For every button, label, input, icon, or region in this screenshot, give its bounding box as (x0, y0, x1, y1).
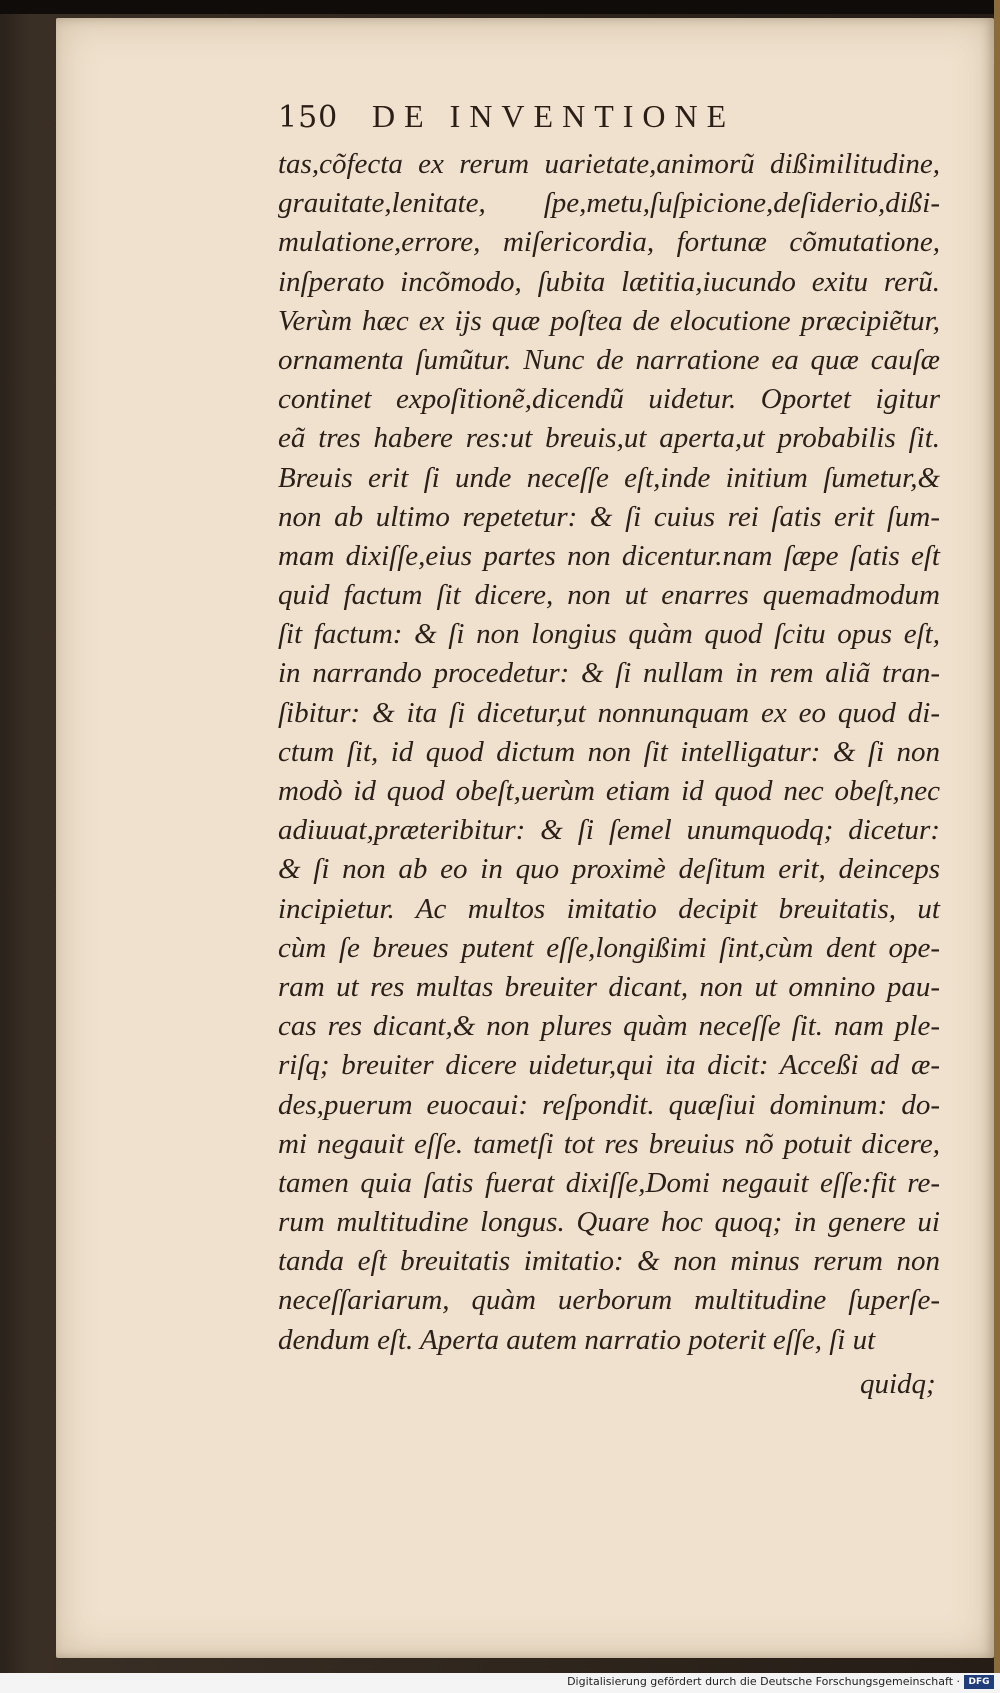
body-text (278, 145, 940, 1360)
text-line: adiuuat,præteribitur: & ſi ſemel unumquodq; dicetur: (278, 814, 940, 847)
text-line: cùm ſe breues putent eſſe,longißimi ſint,cùm dent ope- (278, 931, 940, 964)
text-line: mulatione,errore, miſericordia, fortunæ cõmutatione, (278, 226, 940, 259)
dfg-logo: DFG (964, 1675, 994, 1689)
scan-right-edge (994, 0, 1000, 1693)
text-line: inſperato incõmodo, ſubita lætitia,iucundo exitu rerũ. (278, 265, 940, 298)
text-line: incipietur. Ac multos imitatio decipit breuitatis, ut (278, 892, 940, 925)
text-line: riſq; breuiter dicere uidetur,qui ita dicit: Acceßi ad æ- (278, 1049, 940, 1082)
text-line: Breuis erit ſi unde neceſſe eſt,inde initium ſumetur,& (278, 461, 940, 494)
text-line: des,puerum euocaui: reſpondit. quæſiui dominum: do- (278, 1088, 940, 1121)
page-number: 150 (278, 100, 339, 135)
text-line: in narrando procedetur: & ſi nullam in rem aliã tran- (278, 657, 940, 690)
text-line: modò id quod obeſt,uerùm etiam id quod nec obeſt,nec (278, 775, 940, 807)
text-line: tanda eſt breuitatis imitatio: & non minus rerum non (278, 1245, 940, 1278)
section-title: DE INVENTIONE (372, 98, 736, 134)
text-line: eã tres habere res:ut breuis,ut aperta,ut probabilis ſit. (278, 422, 940, 455)
text-line: rum multitudine longus. Quare hoc quoq; in genere ui (278, 1206, 940, 1239)
text-line: dendum eſt. Aperta autem narratio poterit eſſe, ſi ut (278, 1323, 876, 1356)
text-line: ſit factum: & ſi non longius quàm quod ſcitu opus eſt, (278, 618, 940, 651)
text-line: ram ut res multas breuiter dicant, non ut omnino pau- (278, 970, 940, 1003)
text-line: grauitate,lenitate, ſpe,metu,ſuſpicione,deſiderio,dißi- (278, 187, 940, 220)
funding-note: Digitalisierung gefördert durch die Deutsche Forschungsgemeinschaft · (567, 1675, 960, 1688)
running-head (278, 98, 838, 142)
text-line: mi negauit eſſe. tametſi tot res breuius nõ potuit dicere, (278, 1127, 940, 1160)
text-line: non ab ultimo repetetur: & ſi cuius rei ſatis erit ſum- (278, 500, 940, 533)
text-line: tas,cõfecta ex rerum uarietate,animorũ dißimilitudine, (278, 148, 940, 180)
text-line: continet expoſitionẽ,dicendũ uidetur. Oportet igitur (278, 383, 940, 416)
text-line: cas res dicant,& non plures quàm neceſſe ſit. nam ple- (278, 1010, 940, 1043)
text-line: tamen quia ſatis fuerat dixiſſe,Domi negauit eſſe:fit re- (278, 1166, 940, 1199)
text-line: mam dixiſſe,eius partes non dicentur.nam ſæpe ſatis eſt (278, 539, 940, 572)
text-line: quid factum ſit dicere, non ut enarres quemadmodum (278, 579, 940, 612)
text-line: neceſſariarum, quàm uerborum multitudine ſuperſe- (278, 1284, 940, 1317)
text-line: Verùm hæc ex ijs quæ poſtea de elocutione præcipiẽtur, (278, 304, 940, 337)
catchword: quidq; (860, 1368, 936, 1400)
text-line: ctum ſit, id quod dictum non ſit intelligatur: & ſi non (278, 735, 940, 768)
text-line: & ſi non ab eo in quo proximè deſitum erit, deinceps (278, 853, 940, 886)
scan-top-edge (0, 0, 1000, 14)
text-line: ſibitur: & ita ſi dicetur,ut nonnunquam ex eo quod di- (278, 696, 940, 729)
text-line: ornamenta ſumũtur. Nunc de narratione ea quæ cauſæ (278, 343, 940, 376)
